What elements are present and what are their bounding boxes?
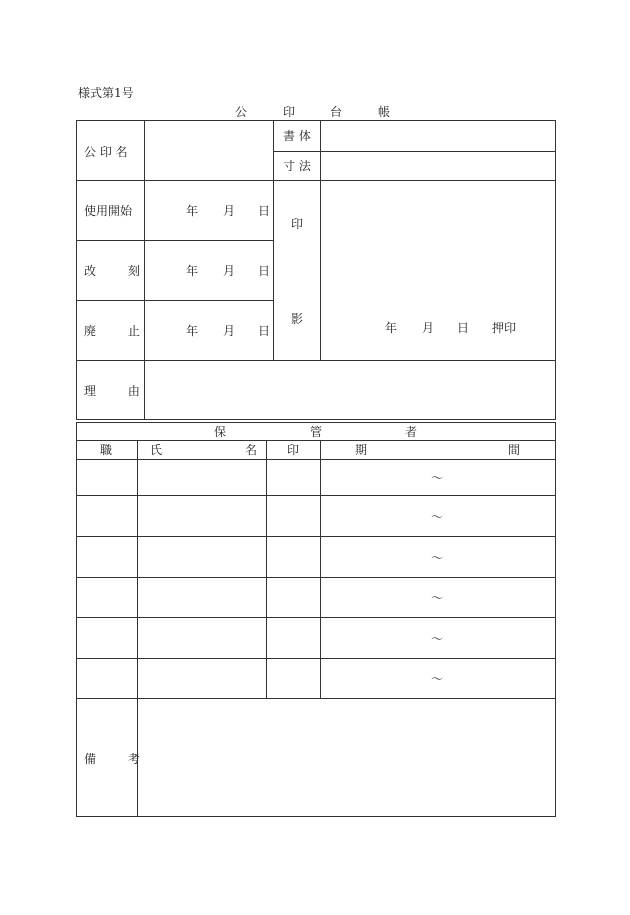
- col-seal: 印: [286, 443, 300, 457]
- year-unit: 年: [186, 204, 199, 218]
- impression-area[interactable]: [321, 181, 555, 359]
- year-unit: 年: [186, 324, 199, 338]
- col-name-2: 名: [245, 443, 258, 457]
- title-char: 台: [329, 105, 343, 119]
- title-char: 公: [234, 105, 248, 119]
- seal-name-field[interactable]: [145, 121, 272, 179]
- title-char: 印: [282, 105, 296, 119]
- col-name-1: 氏: [150, 443, 163, 457]
- size-field[interactable]: [321, 152, 555, 179]
- day-unit: 日: [258, 204, 271, 218]
- stamp-year: 年: [385, 321, 398, 335]
- start-label: 使用開始: [84, 204, 133, 218]
- impression-label-in: 印: [291, 217, 304, 231]
- stamp-day: 日: [457, 321, 470, 335]
- impression-label-ei: 影: [291, 312, 304, 326]
- stamp-label: 押印: [492, 321, 517, 335]
- font-field[interactable]: [321, 121, 555, 150]
- title-char: 帳: [377, 105, 391, 119]
- col-position: 職: [99, 443, 113, 457]
- abolish-label: 廃 止: [84, 324, 140, 338]
- period-tilde: ～: [430, 632, 444, 646]
- period-tilde: ～: [430, 672, 444, 686]
- reason-label: 理 由: [84, 384, 140, 398]
- custodian-header-char: 管: [309, 425, 323, 439]
- col-period-1: 期: [355, 443, 368, 457]
- seal-name-label: 公 印 名: [84, 145, 128, 159]
- day-unit: 日: [258, 264, 271, 278]
- month-unit: 月: [223, 264, 236, 278]
- custodian-header-char: 保: [213, 425, 227, 439]
- year-unit: 年: [186, 264, 199, 278]
- remarks-label: 備 考: [84, 752, 140, 766]
- period-tilde: ～: [430, 551, 444, 565]
- period-tilde: ～: [430, 510, 444, 524]
- month-unit: 月: [223, 204, 236, 218]
- custodian-header-char: 者: [404, 425, 418, 439]
- recarve-label: 改 刻: [84, 264, 140, 278]
- form-number: 様式第1号: [78, 86, 134, 100]
- month-unit: 月: [223, 324, 236, 338]
- period-tilde: ～: [430, 591, 444, 605]
- stamp-month: 月: [422, 321, 435, 335]
- period-tilde: ～: [430, 471, 444, 485]
- font-label: 書 体: [283, 129, 311, 143]
- day-unit: 日: [258, 324, 271, 338]
- remarks-field[interactable]: [138, 699, 555, 816]
- size-label: 寸 法: [283, 159, 311, 173]
- col-period-2: 間: [508, 443, 521, 457]
- reason-field[interactable]: [145, 361, 555, 419]
